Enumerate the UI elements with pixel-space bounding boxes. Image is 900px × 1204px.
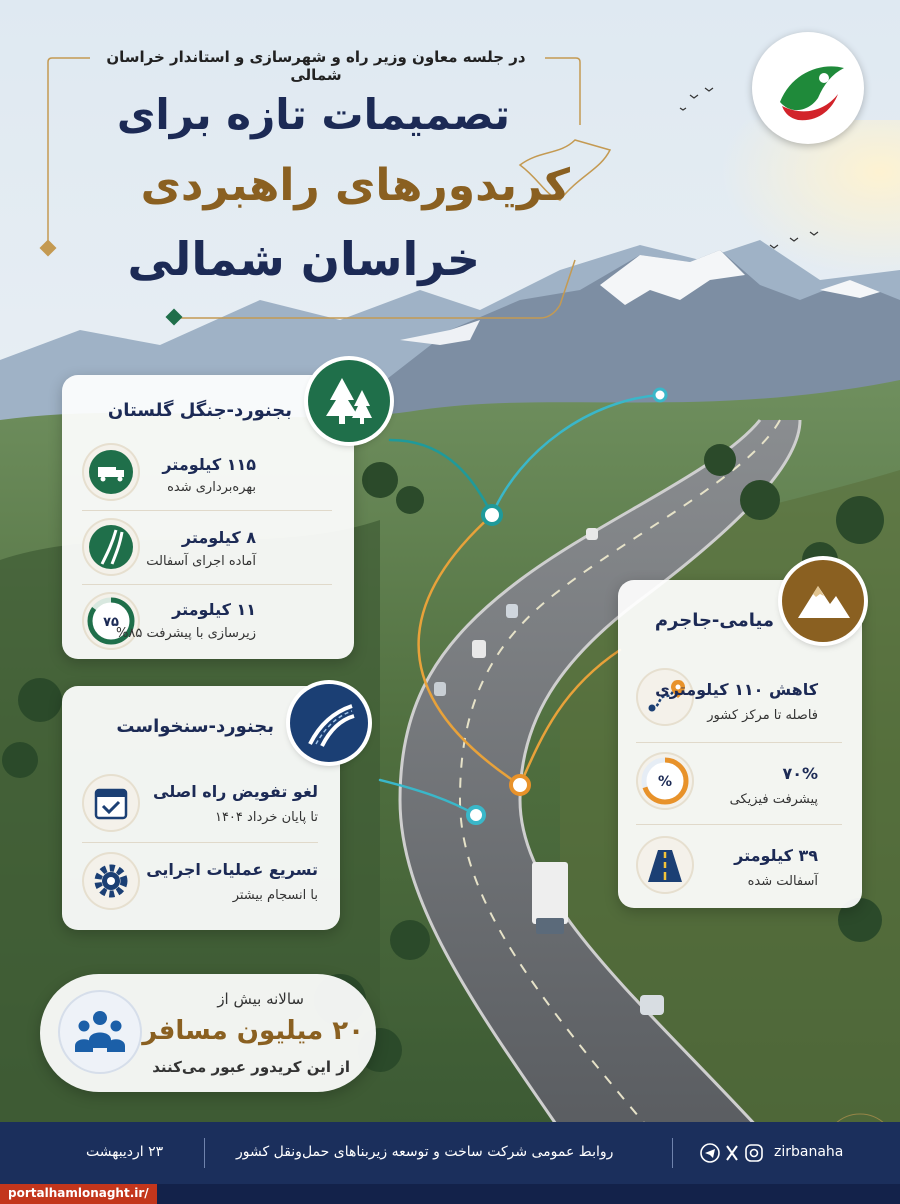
social-icons [700,1142,766,1164]
divider [672,1138,673,1168]
instagram-icon[interactable] [746,1145,762,1161]
x-icon[interactable] [727,1146,737,1160]
highway-icon [290,684,368,762]
passengers-line-1: سالانه بیش از [217,990,304,1008]
footer-handle: zirbanaha [774,1144,844,1160]
stat-label: آسفالت شده [747,874,818,889]
progress-ring-icon [82,592,140,650]
stat-value: کاهش ۱۱۰ کیلومتری [655,680,818,699]
telegram-icon[interactable] [701,1144,719,1162]
divider [82,584,332,585]
passengers-line-2: ۲۰ میلیون مسافر [142,1016,364,1046]
footer-date: ۲۳ اردیبهشت [86,1144,164,1160]
stat-value: لغو تفویض راه اصلی [153,782,318,801]
ring-text: ۷۵ [103,615,119,630]
asphalt-road-icon [636,836,694,894]
people-group-icon [58,990,142,1074]
footer-bar [0,1122,900,1184]
divider [204,1138,205,1168]
stat-value: تسریع عملیات اجرایی [146,860,318,879]
ring-text: % [657,774,673,790]
corridor-sankhast-title: بجنورد-سنخواست [116,716,274,737]
corridor-jajarm-title: میامی-جاجرم [654,610,774,631]
passengers-line-3: از این کریدور عبور می‌کنند [152,1058,350,1076]
stat-value: ۱۱۵ کیلومتر [162,455,256,474]
divider [636,824,842,825]
stat-label: تا پایان خرداد ۱۴۰۴ [214,810,318,825]
stat-label: آماده اجرای آسفالت [146,554,256,569]
stat-label: فاصله تا مرکز کشور [707,708,818,723]
page-title-line-1: تصمیمات تازه برای [116,90,510,139]
pine-trees-icon [308,360,390,442]
stat-value: ۷۰% [782,764,818,783]
page-title-line-3: خراسان شمالی [127,232,480,286]
road-curve-icon [82,518,140,576]
divider [82,842,318,843]
stat-value: ۱۱ کیلومتر [172,600,256,619]
divider [636,742,842,743]
logo [752,32,864,144]
corridor-golestan-title: بجنورد-جنگل گلستان [107,400,292,421]
gear-icon [82,852,140,910]
site-link[interactable]: portalhamlonaght.ir/ [0,1184,157,1204]
mountain-icon [782,560,864,642]
stat-value: ۳۹ کیلومتر [734,846,818,865]
truck-road-icon [82,443,140,501]
stat-label: پیشرفت فیزیکی [729,792,818,807]
stat-value: ۸ کیلومتر [181,528,256,547]
page-title-line-2: کریدورهای راهبردی [140,160,570,211]
footer-org: روابط عمومی شرکت ساخت و توسعه زیربناهای حمل‌ونقل کشور [236,1144,614,1160]
stat-label: زیرسازی با پیشرفت ۸۵% [116,626,256,641]
subtitle: در جلسه معاون وزیر راه و شهرسازی و استاندار خراسان شمالی [106,48,526,84]
divider [82,510,332,511]
calendar-check-icon [82,774,140,832]
stat-label: بهره‌برداری شده [167,480,256,495]
percent-ring-icon [636,752,694,810]
stat-label: با انسجام بیشتر [232,888,318,903]
